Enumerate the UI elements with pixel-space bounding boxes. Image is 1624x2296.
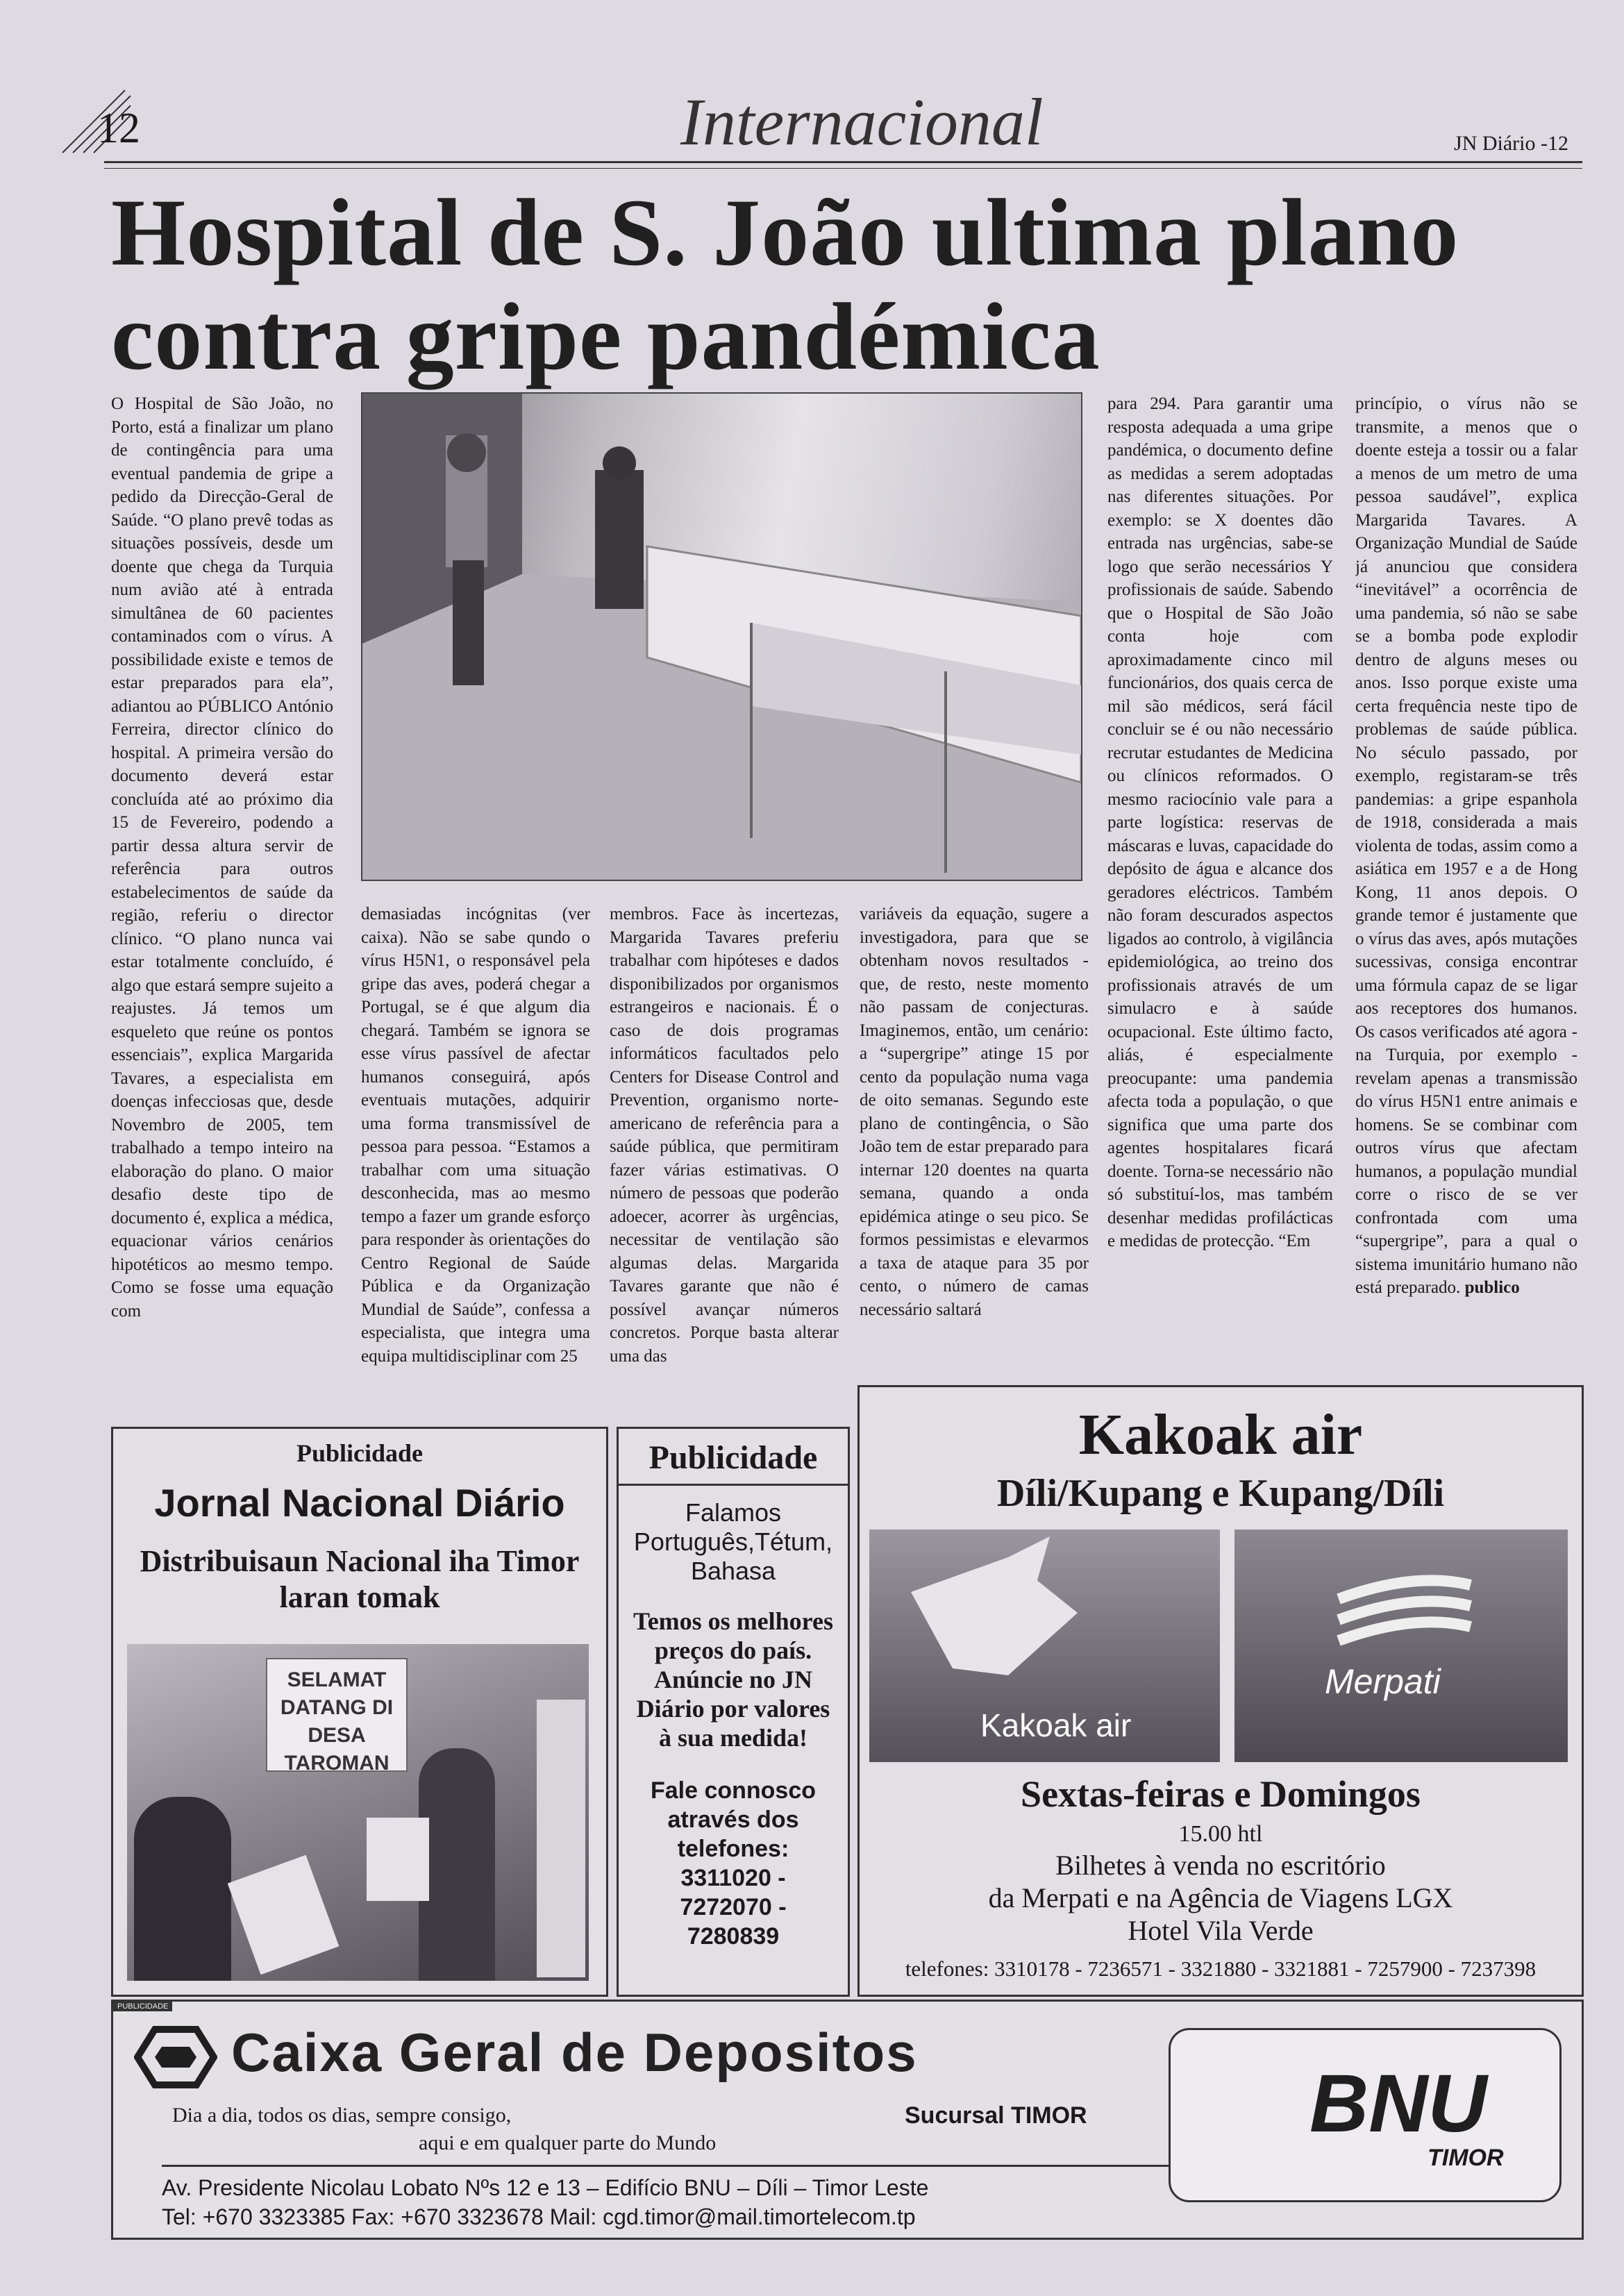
- ad-cgd-contact: Tel: +670 3323385 Fax: +670 3323678 Mail: cgd.timor@mail.timortelecom.tp: [162, 2204, 916, 2229]
- ad-kicker: Publicidade: [296, 1439, 424, 1467]
- page-number: 12: [97, 105, 140, 152]
- sign-post: [537, 1700, 585, 1977]
- ad-pub-languages: Falamos Português,Tétum, Bahasa: [633, 1498, 833, 1585]
- cgd-logo-icon: [134, 2026, 217, 2088]
- ad-publicidade: [617, 1427, 850, 1997]
- headline: Hospital de S. João ultima plano contra gripe pandémica: [111, 179, 1459, 389]
- ad-cgd-address: Av. Presidente Nicolau Lobato Nºs 12 e 13 – Edifício BNU – Díli – Timor Leste: [162, 2175, 929, 2200]
- hospital-corridor-photo: [361, 392, 1082, 881]
- photo-scene-icon: [362, 394, 1081, 880]
- ad-cgd-bank: Caixa Geral de Depositos: [231, 2022, 918, 2083]
- newspaper-prop: [367, 1818, 429, 1901]
- ad-kakoak-days: Sextas-feiras e Domingos: [1021, 1773, 1421, 1815]
- ad-cgd: [111, 2000, 1584, 2240]
- ad-subtitle: Distribuisaun Nacional iha Timor laran tomak: [140, 1544, 580, 1614]
- article-column-5: [1107, 392, 1333, 1364]
- article-text-end: princípio, o vírus não se transmite, a menos que o doente esteja a tossir ou a falar a menos de um metro de uma pessoa saudável”, explica Margarida Tavares. A Organização Mundial de Saúde já anunciou que considera “inevitável” a ocorrência de uma pandemia, só não se sabe se a bomba pode explodir dentro de alguns meses ou anos. Isso porque existe uma certa frequência neste tipo de problemas de saúde pública. No século passado, por exemplo, registaram-se três pandemias: a gripe espanhola de 1918, considerada a mais violenta de todas, assim como a asiática em 1957 e a de Hong Kong, 11 anos depois. O grande temor é justamente que o vírus das aves, após mutações sucessivas, consiga encontrar uma fórmula capaz de se ligar aos receptores dos humanos. Os casos verificados até agora - na Turquia, por exemplo - revelam apenas a transmissão do vírus H5N1 entre animais e homens. Se se combinar com outros vírus que afectam humanos, a população mundial corre o risco de se ver confrontada com uma “supergripe”, para a qual o sistema imunitário humano não está preparado.: [1355, 394, 1577, 1297]
- ad-kakoak-route: Díli/Kupang e Kupang/Díli: [996, 1472, 1445, 1515]
- bnu-logo-text: BNU: [1309, 2058, 1487, 2150]
- ad-kakoak-line1: Bilhetes à venda no escritório: [1055, 1850, 1386, 1881]
- article-column-3: [610, 903, 839, 1413]
- ad-cgd-slogan1: Dia a dia, todos os dias, sempre consigo,: [172, 2104, 512, 2127]
- person-silhouette: [419, 1748, 495, 1981]
- article-column-4: [860, 903, 1089, 1413]
- article-text: variáveis da equação, sugere a investigadora, para que se obtenham novos resultados - que, de resto, neste momento não passam de conjecturas. Imaginemos, então, um cenário: a “supergripe” atinge 15 por cento da população numa vaga de oito semanas. Segundo este plano de contingência, o São João tem de estar preparado para internar 120 doentes na quarta semana, quando a onda epidémica atinge o seu pico. Se formos pessimistas e elevarmos a taxa de ataque para 35 por cento, o número de camas necessário saltará: [860, 905, 1089, 1319]
- kakoak-logo-panel: [869, 1530, 1220, 1762]
- ad-jornal-nacional: [111, 1427, 608, 1997]
- ad-pub-phones: 3311020 - 7272070 - 7280839: [680, 1865, 787, 1950]
- ad-cgd-branch: Sucursal TIMOR: [905, 2102, 1087, 2129]
- ad-kakoak-time: 15.00 htl: [1178, 1821, 1263, 1847]
- ad-cgd-divider: [162, 2165, 1259, 2167]
- article-column-1: [111, 392, 333, 1413]
- section-title: Internacional: [680, 85, 1044, 159]
- welcome-banner: SELAMAT DATANG DI DESA TAROMAN: [266, 1658, 408, 1772]
- person-silhouette: [134, 1797, 231, 1981]
- article-text: [1355, 392, 1577, 1300]
- ad-cgd-tag: PUBLICIDADE: [113, 2002, 172, 2011]
- kakoak-logo-text: Kakoak air: [980, 1707, 1132, 1743]
- ad-kakoak-title: Kakoak air: [1078, 1402, 1363, 1467]
- ad-kakoak-line2: da Merpati e na Agência de Viagens LGX: [988, 1882, 1453, 1913]
- ad-pub-title: Publicidade: [619, 1439, 848, 1486]
- article-signature: publico: [1464, 1278, 1520, 1297]
- article-column-2: [361, 903, 590, 1413]
- ad-pub-body: Temos os melhores preços do país. Anúncie no JN Diário por valores à sua medida!: [633, 1607, 833, 1752]
- merpati-logo-panel: [1234, 1530, 1568, 1762]
- bnu-logo-sub: TIMOR: [1428, 2145, 1504, 2171]
- ad-kakoak-line3: Hotel Vila Verde: [1128, 1915, 1314, 1946]
- newspaper-prop: [228, 1855, 340, 1975]
- ad-kakoak-phones: telefones: 3310178 - 7236571 - 3321880 - 3321881 - 7257900 - 7237398: [905, 1956, 1537, 1981]
- header-rule-thin: [104, 168, 1582, 169]
- header-rule: [104, 161, 1582, 163]
- ad-kakoak-air: [857, 1385, 1584, 1997]
- article-text: O Hospital de São João, no Porto, está a finalizar um plano de contingência para uma eventual pandemia de gripe a pedido da Direcção-Geral de Saúde. “O plano prevê todas as situações possíveis, desde um doente que chega da Turquia num avião até à entrada simultânea de 60 pacientes contaminados com o vírus. A possibilidade existe e temos de estar preparados para ela”, adiantou ao PÚBLICO António Ferreira, director clínico do hospital. A primeira versão do documento deverá estar concluída até ao próximo dia 15 de Fevereiro, podendo a partir dessa altura servir de referência para outros estabelecimentos de saúde da região, referiu o director clínico. “O plano nunca vai estar totalmente concluído, é algo que estará sempre sujeito a reajustes. Já temos um esqueleto que reúne os pontos essenciais”, explica Margarida Tavares, a especialista em doenças infecciosas que, desde Novembro de 2005, tem trabalhado a tempo inteiro na elaboração do plano. O maior desafio deste tipo de documento é, explica a médica, equacionar vários cenários hipotéticos ao mesmo tempo. Como se fosse uma equação com: [111, 394, 333, 1321]
- article-text: demasiadas incógnitas (ver caixa). Não se sabe qundo o vírus H5N1, o responsável pela gripe das aves, poderá chegar a Portugal, se é que algum dia chegará. Também se ignora se esse vírus passível de afectar humanos conseguirá, após eventuais mutações, adquirir uma forma transmissível de pessoa para pessoa. “Estamos a trabalhar com uma situação desconhecida, mas ao mesmo tempo a fazer um grande esforço para responder às orientações do Centro Regional de Saúde Pública e da Organização Mundial de Saúde”, confessa a especialista, que integra uma equipa multidisciplinar com 25: [361, 905, 590, 1366]
- article-column-6: [1355, 392, 1577, 1364]
- merpati-logo-text: Merpati: [1325, 1662, 1441, 1701]
- ad-photo: [127, 1644, 589, 1981]
- article-text: membros. Face às incertezas, Margarida Tavares preferiu trabalhar com hipóteses e dados disponibilizados por organismos estrangeiros e nacionais. É o caso de dois programas informáticos facultados pelo Centers for Disease Control and Prevention, organismo norte-americano de referência para a saúde pública, que permitiram fazer várias estimativas. O número de pessoas que poderão adoecer, acorrer às urgências, necessitar de ventilação são algumas delas. Margarida Tavares garante que não é possível avançar números concretos. Porque basta alterar uma das: [610, 905, 839, 1366]
- ad-cgd-slogan2: aqui e em qualquer parte do Mundo: [419, 2131, 717, 2154]
- ad-pub-contact: Fale connosco através dos telefones:: [650, 1777, 817, 1862]
- merpati-wing-icon: [1234, 1530, 1568, 1762]
- article-text: para 294. Para garantir uma resposta adequada a uma gripe pandémica, o documento define as medidas a serem adoptadas nas diferentes situações. Por exemplo: se X doentes dão entrada nas urgências, sabe-se logo que serão necessários Y profissionais de saúde. Sabendo que o Hospital de São João conta hoje com aproximadamente cinco mil funcionários, dos quais cerca de mil são médicos, será fácil concluir se é ou não necessário recrutar estudantes de Medicina ou clínicos reformados. O mesmo raciocínio vale para a parte logística: reservas de máscaras e luvas, capacidade do depósito de água e alcance dos geradores eléctricos. Também não foram descurados aspectos ligados ao controlo, à vigilância epidemiológica, ao treino dos profissionais através de um simulacro e à saúde ocupacional. Este último facto, aliás, é especialmente preocupante: uma pandemia afecta toda a população, o que significa que uma parte dos agentes hospitalares ficará doente. Torna-se necessário não só substituí-los, mas também desenhar medidas profilácticas e medidas de protecção. “Em: [1107, 394, 1333, 1250]
- bnu-logo-box: [1169, 2028, 1562, 2202]
- ad-title: Jornal Nacional Diário: [154, 1481, 565, 1525]
- running-head: JN Diário -12: [1454, 132, 1568, 155]
